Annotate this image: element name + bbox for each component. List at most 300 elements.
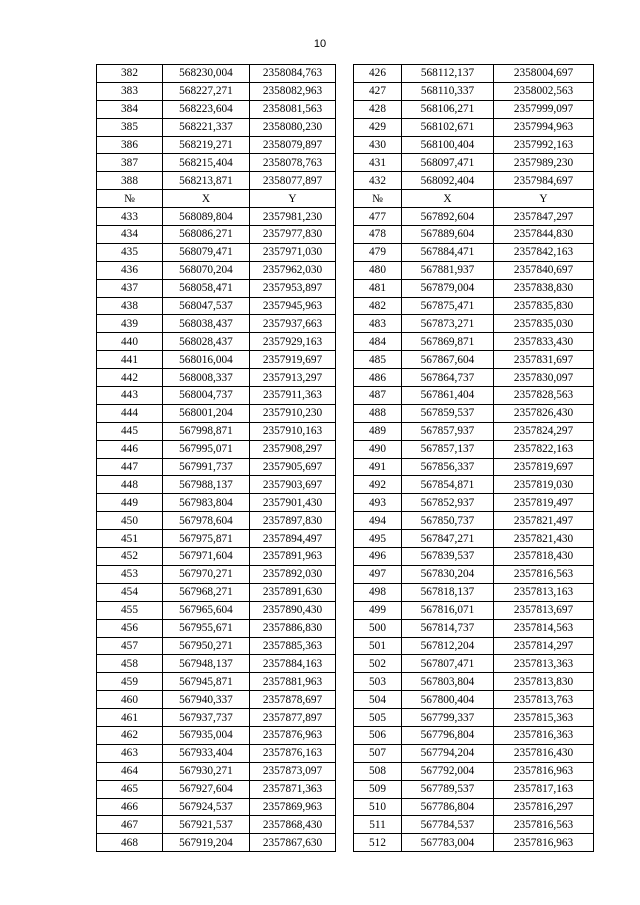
- point-number: 443: [97, 387, 163, 405]
- y-coordinate: 2357844,830: [494, 226, 594, 244]
- x-coordinate: 568227,271: [163, 82, 250, 100]
- y-coordinate: 2357828,563: [494, 387, 594, 405]
- y-coordinate: 2357818,430: [494, 548, 594, 566]
- column-gap: [336, 315, 354, 333]
- x-coordinate: 567991,737: [163, 458, 250, 476]
- x-coordinate: 568223,604: [163, 100, 250, 118]
- y-coordinate: 2357892,030: [250, 565, 336, 583]
- y-coordinate: 2357910,230: [250, 404, 336, 422]
- point-number: 427: [354, 82, 402, 100]
- point-number: 496: [354, 548, 402, 566]
- column-gap: [336, 726, 354, 744]
- table-row: [97, 369, 594, 387]
- point-number: 502: [354, 655, 402, 673]
- y-coordinate: 2357897,830: [250, 512, 336, 530]
- x-coordinate: 568219,271: [163, 136, 250, 154]
- point-number: 458: [97, 655, 163, 673]
- point-number: 509: [354, 780, 402, 798]
- y-coordinate: 2357884,163: [250, 655, 336, 673]
- x-coordinate: 567803,804: [402, 673, 494, 691]
- table-row: [97, 100, 594, 118]
- point-number: 384: [97, 100, 163, 118]
- table-row: [97, 816, 594, 834]
- x-coordinate: 568089,804: [163, 208, 250, 226]
- table-row: [97, 154, 594, 172]
- column-gap: [336, 226, 354, 244]
- point-number: 491: [354, 458, 402, 476]
- x-coordinate: 568102,671: [402, 118, 494, 136]
- point-number: 504: [354, 691, 402, 709]
- x-coordinate: 567965,604: [163, 601, 250, 619]
- y-coordinate: 2357816,963: [494, 834, 594, 852]
- column-gap: [336, 440, 354, 458]
- y-coordinate: 2357908,297: [250, 440, 336, 458]
- y-coordinate: 2357891,630: [250, 583, 336, 601]
- x-coordinate: 567950,271: [163, 637, 250, 655]
- x-coordinate: 568001,204: [163, 404, 250, 422]
- point-number: 480: [354, 261, 402, 279]
- header-y: Y: [250, 190, 336, 208]
- x-coordinate: 568028,437: [163, 333, 250, 351]
- column-gap: [336, 709, 354, 727]
- table-row: [97, 798, 594, 816]
- header-y: Y: [494, 190, 594, 208]
- y-coordinate: 2357911,363: [250, 387, 336, 405]
- point-number: 450: [97, 512, 163, 530]
- table-row: [97, 351, 594, 369]
- y-coordinate: 2357813,697: [494, 601, 594, 619]
- table-row: [97, 440, 594, 458]
- point-number: 426: [354, 65, 402, 83]
- point-number: 497: [354, 565, 402, 583]
- x-coordinate: 567814,737: [402, 619, 494, 637]
- column-gap: [336, 780, 354, 798]
- x-coordinate: 568070,204: [163, 261, 250, 279]
- column-gap: [336, 422, 354, 440]
- y-coordinate: 2357868,430: [250, 816, 336, 834]
- point-number: 494: [354, 512, 402, 530]
- table-row: [97, 619, 594, 637]
- point-number: 505: [354, 709, 402, 727]
- x-coordinate: 568221,337: [163, 118, 250, 136]
- y-coordinate: 2357819,030: [494, 476, 594, 494]
- y-coordinate: 2357953,897: [250, 279, 336, 297]
- x-coordinate: 567983,804: [163, 494, 250, 512]
- table-row: [97, 744, 594, 762]
- table-row: [97, 583, 594, 601]
- x-coordinate: 568038,437: [163, 315, 250, 333]
- table-row: [97, 315, 594, 333]
- point-number: 428: [354, 100, 402, 118]
- x-coordinate: 567783,004: [402, 834, 494, 852]
- x-coordinate: 567856,337: [402, 458, 494, 476]
- table-row: [97, 476, 594, 494]
- point-number: 490: [354, 440, 402, 458]
- x-coordinate: 567789,537: [402, 780, 494, 798]
- column-gap: [336, 655, 354, 673]
- point-number: 499: [354, 601, 402, 619]
- point-number: 460: [97, 691, 163, 709]
- y-coordinate: 2357842,163: [494, 243, 594, 261]
- point-number: 452: [97, 548, 163, 566]
- y-coordinate: 2357999,097: [494, 100, 594, 118]
- point-number: 435: [97, 243, 163, 261]
- y-coordinate: 2358079,897: [250, 136, 336, 154]
- x-coordinate: 568058,471: [163, 279, 250, 297]
- y-coordinate: 2358080,230: [250, 118, 336, 136]
- x-coordinate: 567940,337: [163, 691, 250, 709]
- x-coordinate: 568016,004: [163, 351, 250, 369]
- y-coordinate: 2357877,897: [250, 709, 336, 727]
- point-number: 383: [97, 82, 163, 100]
- point-number: 465: [97, 780, 163, 798]
- x-coordinate: 567847,271: [402, 530, 494, 548]
- y-coordinate: 2357981,230: [250, 208, 336, 226]
- column-gap: [336, 816, 354, 834]
- column-gap: [336, 548, 354, 566]
- point-number: 437: [97, 279, 163, 297]
- y-coordinate: 2357885,363: [250, 637, 336, 655]
- header-number: №: [97, 190, 163, 208]
- point-number: 479: [354, 243, 402, 261]
- x-coordinate: 567881,937: [402, 261, 494, 279]
- y-coordinate: 2358084,763: [250, 65, 336, 83]
- y-coordinate: 2357813,763: [494, 691, 594, 709]
- y-coordinate: 2357821,497: [494, 512, 594, 530]
- x-coordinate: 567933,404: [163, 744, 250, 762]
- header-row: [97, 190, 594, 208]
- y-coordinate: 2357835,830: [494, 297, 594, 315]
- x-coordinate: 567854,871: [402, 476, 494, 494]
- x-coordinate: 567839,537: [402, 548, 494, 566]
- x-coordinate: 567857,937: [402, 422, 494, 440]
- x-coordinate: 567799,337: [402, 709, 494, 727]
- y-coordinate: 2357878,697: [250, 691, 336, 709]
- y-coordinate: 2358002,563: [494, 82, 594, 100]
- x-coordinate: 567794,204: [402, 744, 494, 762]
- y-coordinate: 2357910,163: [250, 422, 336, 440]
- table-row: [97, 548, 594, 566]
- y-coordinate: 2357881,963: [250, 673, 336, 691]
- point-number: 441: [97, 351, 163, 369]
- column-gap: [336, 387, 354, 405]
- y-coordinate: 2357830,097: [494, 369, 594, 387]
- y-coordinate: 2358078,763: [250, 154, 336, 172]
- x-coordinate: 567955,671: [163, 619, 250, 637]
- y-coordinate: 2357814,563: [494, 619, 594, 637]
- point-number: 466: [97, 798, 163, 816]
- column-gap: [336, 279, 354, 297]
- y-coordinate: 2357977,830: [250, 226, 336, 244]
- column-gap: [336, 243, 354, 261]
- x-coordinate: 567830,204: [402, 565, 494, 583]
- y-coordinate: 2358082,963: [250, 82, 336, 100]
- y-coordinate: 2357873,097: [250, 762, 336, 780]
- point-number: 486: [354, 369, 402, 387]
- column-gap: [336, 100, 354, 118]
- x-coordinate: 567930,271: [163, 762, 250, 780]
- y-coordinate: 2357937,663: [250, 315, 336, 333]
- table-row: [97, 404, 594, 422]
- point-number: 503: [354, 673, 402, 691]
- y-coordinate: 2357929,163: [250, 333, 336, 351]
- x-coordinate: 567945,871: [163, 673, 250, 691]
- header-number: №: [354, 190, 402, 208]
- point-number: 498: [354, 583, 402, 601]
- table-row: [97, 243, 594, 261]
- y-coordinate: 2357919,697: [250, 351, 336, 369]
- point-number: 477: [354, 208, 402, 226]
- y-coordinate: 2357814,297: [494, 637, 594, 655]
- x-coordinate: 568100,404: [402, 136, 494, 154]
- table-row: [97, 333, 594, 351]
- column-gap: [336, 565, 354, 583]
- y-coordinate: 2357962,030: [250, 261, 336, 279]
- x-coordinate: 567968,271: [163, 583, 250, 601]
- y-coordinate: 2357831,697: [494, 351, 594, 369]
- table-row: [97, 691, 594, 709]
- y-coordinate: 2357819,497: [494, 494, 594, 512]
- point-number: 478: [354, 226, 402, 244]
- x-coordinate: 568213,871: [163, 172, 250, 190]
- point-number: 442: [97, 369, 163, 387]
- column-gap: [336, 154, 354, 172]
- y-coordinate: 2358004,697: [494, 65, 594, 83]
- y-coordinate: 2357901,430: [250, 494, 336, 512]
- y-coordinate: 2357847,297: [494, 208, 594, 226]
- x-coordinate: 567867,604: [402, 351, 494, 369]
- x-coordinate: 567892,604: [402, 208, 494, 226]
- point-number: 511: [354, 816, 402, 834]
- x-coordinate: 568004,737: [163, 387, 250, 405]
- y-coordinate: 2357817,163: [494, 780, 594, 798]
- x-coordinate: 567873,271: [402, 315, 494, 333]
- column-gap: [336, 208, 354, 226]
- y-coordinate: 2357816,563: [494, 816, 594, 834]
- table-row: [97, 565, 594, 583]
- table-row: [97, 136, 594, 154]
- x-coordinate: 567919,204: [163, 834, 250, 852]
- x-coordinate: 567807,471: [402, 655, 494, 673]
- table-row: [97, 762, 594, 780]
- page-number: 10: [313, 38, 327, 50]
- table-row: [97, 601, 594, 619]
- x-coordinate: 568215,404: [163, 154, 250, 172]
- y-coordinate: 2357945,963: [250, 297, 336, 315]
- x-coordinate: 567796,804: [402, 726, 494, 744]
- x-coordinate: 567927,604: [163, 780, 250, 798]
- x-coordinate: 568106,271: [402, 100, 494, 118]
- column-gap: [336, 261, 354, 279]
- point-number: 432: [354, 172, 402, 190]
- column-gap: [336, 118, 354, 136]
- table-row: [97, 208, 594, 226]
- y-coordinate: 2357813,363: [494, 655, 594, 673]
- point-number: 501: [354, 637, 402, 655]
- y-coordinate: 2357876,163: [250, 744, 336, 762]
- point-number: 449: [97, 494, 163, 512]
- x-coordinate: 567971,604: [163, 548, 250, 566]
- point-number: 507: [354, 744, 402, 762]
- point-number: 436: [97, 261, 163, 279]
- point-number: 439: [97, 315, 163, 333]
- x-coordinate: 567975,871: [163, 530, 250, 548]
- y-coordinate: 2357816,563: [494, 565, 594, 583]
- y-coordinate: 2357833,430: [494, 333, 594, 351]
- coordinates-table: [96, 64, 594, 852]
- point-number: 431: [354, 154, 402, 172]
- y-coordinate: 2357816,963: [494, 762, 594, 780]
- point-number: 464: [97, 762, 163, 780]
- y-coordinate: 2357816,430: [494, 744, 594, 762]
- x-coordinate: 568092,404: [402, 172, 494, 190]
- table-row: [97, 226, 594, 244]
- column-gap: [336, 744, 354, 762]
- x-coordinate: 567800,404: [402, 691, 494, 709]
- column-gap: [336, 762, 354, 780]
- x-coordinate: 567812,204: [402, 637, 494, 655]
- point-number: 488: [354, 404, 402, 422]
- column-gap: [336, 82, 354, 100]
- x-coordinate: 567924,537: [163, 798, 250, 816]
- point-number: 463: [97, 744, 163, 762]
- y-coordinate: 2357816,363: [494, 726, 594, 744]
- x-coordinate: 567792,004: [402, 762, 494, 780]
- point-number: 493: [354, 494, 402, 512]
- column-gap: [336, 351, 354, 369]
- point-number: 446: [97, 440, 163, 458]
- point-number: 448: [97, 476, 163, 494]
- column-gap: [336, 530, 354, 548]
- point-number: 454: [97, 583, 163, 601]
- x-coordinate: 567852,937: [402, 494, 494, 512]
- point-number: 451: [97, 530, 163, 548]
- point-number: 387: [97, 154, 163, 172]
- point-number: 467: [97, 816, 163, 834]
- y-coordinate: 2357913,297: [250, 369, 336, 387]
- x-coordinate: 567857,137: [402, 440, 494, 458]
- x-coordinate: 567889,604: [402, 226, 494, 244]
- point-number: 434: [97, 226, 163, 244]
- x-coordinate: 567861,404: [402, 387, 494, 405]
- y-coordinate: 2357891,963: [250, 548, 336, 566]
- y-coordinate: 2357822,163: [494, 440, 594, 458]
- y-coordinate: 2357971,030: [250, 243, 336, 261]
- column-gap: [336, 65, 354, 83]
- x-coordinate: 568086,271: [163, 226, 250, 244]
- point-number: 508: [354, 762, 402, 780]
- point-number: 429: [354, 118, 402, 136]
- point-number: 386: [97, 136, 163, 154]
- y-coordinate: 2357815,363: [494, 709, 594, 727]
- column-gap: [336, 404, 354, 422]
- column-gap: [336, 601, 354, 619]
- column-gap: [336, 619, 354, 637]
- y-coordinate: 2357876,963: [250, 726, 336, 744]
- column-gap: [336, 369, 354, 387]
- point-number: 433: [97, 208, 163, 226]
- x-coordinate: 568079,471: [163, 243, 250, 261]
- header-x: X: [163, 190, 250, 208]
- point-number: 455: [97, 601, 163, 619]
- column-gap: [336, 297, 354, 315]
- x-coordinate: 568112,137: [402, 65, 494, 83]
- point-number: 447: [97, 458, 163, 476]
- point-number: 468: [97, 834, 163, 852]
- y-coordinate: 2358077,897: [250, 172, 336, 190]
- y-coordinate: 2357819,697: [494, 458, 594, 476]
- point-number: 485: [354, 351, 402, 369]
- column-gap: [336, 333, 354, 351]
- point-number: 430: [354, 136, 402, 154]
- y-coordinate: 2357994,963: [494, 118, 594, 136]
- x-coordinate: 568097,471: [402, 154, 494, 172]
- y-coordinate: 2357867,630: [250, 834, 336, 852]
- table-row: [97, 297, 594, 315]
- table-row: [97, 82, 594, 100]
- point-number: 487: [354, 387, 402, 405]
- x-coordinate: 567850,737: [402, 512, 494, 530]
- y-coordinate: 2357826,430: [494, 404, 594, 422]
- point-number: 445: [97, 422, 163, 440]
- point-number: 489: [354, 422, 402, 440]
- table-row: [97, 709, 594, 727]
- header-gap: [336, 190, 354, 208]
- table-row: [97, 530, 594, 548]
- x-coordinate: 567864,737: [402, 369, 494, 387]
- point-number: 382: [97, 65, 163, 83]
- y-coordinate: 2357984,697: [494, 172, 594, 190]
- x-coordinate: 567869,871: [402, 333, 494, 351]
- point-number: 385: [97, 118, 163, 136]
- table-row: [97, 261, 594, 279]
- table-row: [97, 726, 594, 744]
- point-number: 440: [97, 333, 163, 351]
- y-coordinate: 2357905,697: [250, 458, 336, 476]
- point-number: 438: [97, 297, 163, 315]
- point-number: 495: [354, 530, 402, 548]
- y-coordinate: 2357824,297: [494, 422, 594, 440]
- x-coordinate: 568047,537: [163, 297, 250, 315]
- y-coordinate: 2357840,697: [494, 261, 594, 279]
- point-number: 444: [97, 404, 163, 422]
- x-coordinate: 567879,004: [402, 279, 494, 297]
- y-coordinate: 2357886,830: [250, 619, 336, 637]
- point-number: 459: [97, 673, 163, 691]
- x-coordinate: 567786,804: [402, 798, 494, 816]
- y-coordinate: 2357894,497: [250, 530, 336, 548]
- column-gap: [336, 834, 354, 852]
- column-gap: [336, 494, 354, 512]
- x-coordinate: 568008,337: [163, 369, 250, 387]
- table-row: [97, 172, 594, 190]
- column-gap: [336, 136, 354, 154]
- column-gap: [336, 637, 354, 655]
- point-number: 506: [354, 726, 402, 744]
- column-gap: [336, 458, 354, 476]
- y-coordinate: 2357821,430: [494, 530, 594, 548]
- x-coordinate: 567884,471: [402, 243, 494, 261]
- y-coordinate: 2357903,697: [250, 476, 336, 494]
- header-x: X: [402, 190, 494, 208]
- x-coordinate: 567978,604: [163, 512, 250, 530]
- x-coordinate: 567995,071: [163, 440, 250, 458]
- x-coordinate: 567875,471: [402, 297, 494, 315]
- column-gap: [336, 583, 354, 601]
- point-number: 492: [354, 476, 402, 494]
- point-number: 483: [354, 315, 402, 333]
- x-coordinate: 567935,004: [163, 726, 250, 744]
